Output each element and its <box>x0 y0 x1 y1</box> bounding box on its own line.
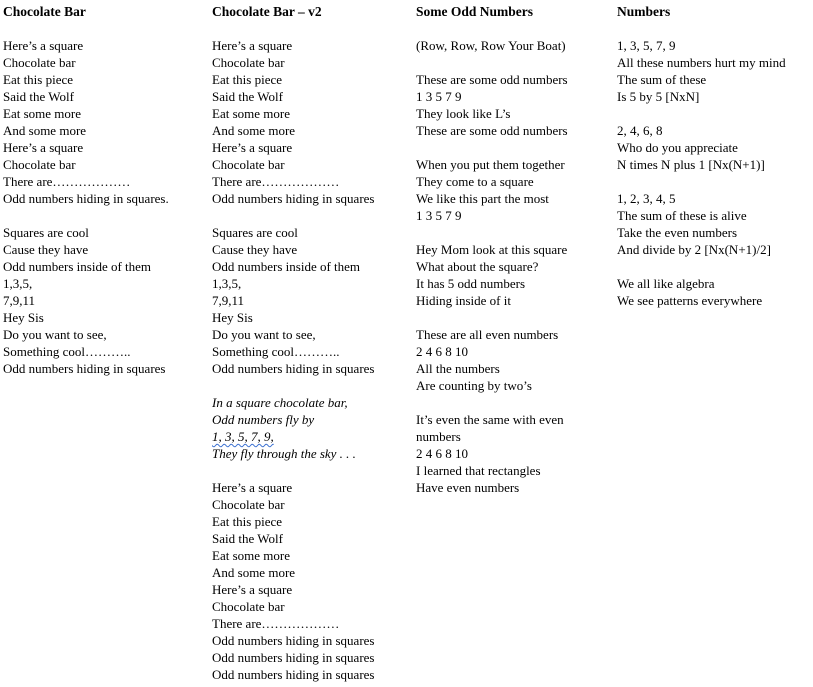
poem-line: We see patterns everywhere <box>617 293 763 308</box>
poem-line: Chocolate bar <box>212 599 285 614</box>
stanza <box>3 224 208 377</box>
column-numbers <box>617 0 811 309</box>
poem-line: Cause they have <box>3 242 89 257</box>
poem-line: Said the Wolf <box>3 89 74 104</box>
poem-line: Here’s a square <box>3 38 84 53</box>
stanza <box>212 37 412 207</box>
poem-line: Do you want to see, <box>3 327 107 342</box>
poem-line: Eat some more <box>212 106 290 121</box>
poem-title: Chocolate Bar – v2 <box>212 4 322 19</box>
poem-line: Said the Wolf <box>212 89 283 104</box>
poem-line: I learned that rectangles <box>416 463 541 478</box>
poem-line: Odd numbers hiding in squares <box>212 650 375 665</box>
poem-line: 1, 3, 5, 7, 9 <box>617 38 676 53</box>
poem-line: And some more <box>212 565 296 580</box>
poem-line: Here’s a square <box>212 480 293 495</box>
poem-line: Here’s a square <box>3 140 84 155</box>
poem-line: Here’s a square <box>212 582 293 597</box>
poem-line: And divide by 2 [Nx(N+1)/2] <box>617 242 771 257</box>
poem-line: Hiding inside of it <box>416 293 511 308</box>
poem-line: There are……………… <box>3 174 131 189</box>
poem-line: These are some odd numbers <box>416 123 568 138</box>
poem-line: All the numbers <box>416 361 500 376</box>
poem-line: They look like L’s <box>416 106 511 121</box>
poem-line: Squares are cool <box>212 225 298 240</box>
poem-line: There are……………… <box>212 616 340 631</box>
stanza <box>416 156 616 224</box>
poem-line: Eat some more <box>212 548 290 563</box>
stanza <box>416 241 616 309</box>
poem-line: The sum of these <box>617 72 707 87</box>
poem-line: And some more <box>3 123 87 138</box>
poem-line: 7,9,11 <box>212 293 245 308</box>
poem-line: N times N plus 1 [Nx(N+1)] <box>617 157 765 172</box>
poem-title: Some Odd Numbers <box>416 4 534 19</box>
poem-line: 2, 4, 6, 8 <box>617 123 663 138</box>
poem-line: Who do you appreciate <box>617 140 738 155</box>
poem-line: Chocolate bar <box>3 55 76 70</box>
poem-line: Odd numbers inside of them <box>3 259 152 274</box>
poem-line: Odd numbers hiding in squares <box>212 633 375 648</box>
poem-line: In a square chocolate bar, <box>212 395 348 410</box>
poem-line: Is 5 by 5 [NxN] <box>617 89 700 104</box>
poem-line: They fly through the sky . . . <box>212 446 356 461</box>
poem-subtitle: (Row, Row, Row Your Boat) <box>416 38 566 53</box>
poem-line: 1,3,5, <box>212 276 242 291</box>
poem-line: These are some odd numbers <box>416 72 568 87</box>
poem-line: And some more <box>212 123 296 138</box>
poem-line: Eat some more <box>3 106 81 121</box>
poem-line: The sum of these is alive <box>617 208 747 223</box>
poem-line: Are counting by two’s <box>416 378 532 393</box>
poem-line: Hey Mom look at this square <box>416 242 568 257</box>
poem-line: We all like algebra <box>617 276 715 291</box>
poem-line: Have even numbers <box>416 480 520 495</box>
poem-line: Take the even numbers <box>617 225 738 240</box>
poem-line: It’s even the same with even <box>416 412 564 427</box>
poem-line: Odd numbers hiding in squares <box>3 361 166 376</box>
poem-title: Chocolate Bar <box>3 4 86 19</box>
poem-line: Said the Wolf <box>212 531 283 546</box>
stanza <box>3 37 208 207</box>
stanza <box>617 275 811 309</box>
poem-line: 1 3 5 7 9 <box>416 208 462 223</box>
poem-line: Chocolate bar <box>212 497 285 512</box>
poem-line: Eat this piece <box>212 514 283 529</box>
poem-line: It has 5 odd numbers <box>416 276 526 291</box>
stanza <box>617 190 811 258</box>
poem-line: Squares are cool <box>3 225 89 240</box>
poem-line: Eat this piece <box>212 72 283 87</box>
poem-line: There are……………… <box>212 174 340 189</box>
poem-line: We like this part the most <box>416 191 549 206</box>
poem-line: All these numbers hurt my mind <box>617 55 786 70</box>
poem-line: Odd numbers hiding in squares <box>212 667 375 682</box>
poem-line: Cause they have <box>212 242 298 257</box>
poem-line: 1, 2, 3, 4, 5 <box>617 191 676 206</box>
poem-line: Odd numbers fly by <box>212 412 315 427</box>
stanza <box>617 122 811 173</box>
stanza <box>212 224 412 377</box>
poem-line: Chocolate bar <box>212 55 285 70</box>
poem-line: When you put them together <box>416 157 565 172</box>
stanza <box>212 479 412 683</box>
poem-line: Here’s a square <box>212 140 293 155</box>
stanza <box>416 326 616 394</box>
poem-line: 7,9,11 <box>3 293 36 308</box>
poem-line: 1, 3, 5, 7, 9, <box>212 429 274 444</box>
poem-line: Here’s a square <box>212 38 293 53</box>
stanza <box>416 71 616 139</box>
poem-line: Hey Sis <box>3 310 44 325</box>
stanza <box>416 411 616 496</box>
column-chocolate-bar-v2 <box>212 0 412 683</box>
poem-line: Odd numbers inside of them <box>212 259 361 274</box>
poem-line: Chocolate bar <box>3 157 76 172</box>
poem-line: Something cool……….. <box>212 344 340 359</box>
poem-line: Odd numbers hiding in squares <box>212 361 375 376</box>
poem-line: 1,3,5, <box>3 276 33 291</box>
poem-line: Something cool……….. <box>3 344 131 359</box>
poem-line: Hey Sis <box>212 310 253 325</box>
poem-line: They come to a square <box>416 174 534 189</box>
poem-line: Odd numbers hiding in squares. <box>3 191 169 206</box>
poem-line: Odd numbers hiding in squares <box>212 191 375 206</box>
poem-title: Numbers <box>617 4 671 19</box>
poem-line: Eat this piece <box>3 72 74 87</box>
poem-line: These are all even numbers <box>416 327 559 342</box>
poem-line: What about the square? <box>416 259 539 274</box>
poem-line: 1 3 5 7 9 <box>416 89 462 104</box>
column-some-odd-numbers <box>416 0 616 496</box>
italic-stanza <box>212 394 412 462</box>
column-chocolate-bar <box>3 0 208 377</box>
poem-line: numbers <box>416 429 461 444</box>
stanza <box>617 37 811 105</box>
poem-line: 2 4 6 8 10 <box>416 446 468 461</box>
stanza <box>416 37 616 54</box>
poem-line: 2 4 6 8 10 <box>416 344 468 359</box>
poem-line: Chocolate bar <box>212 157 285 172</box>
poem-line: Do you want to see, <box>212 327 316 342</box>
